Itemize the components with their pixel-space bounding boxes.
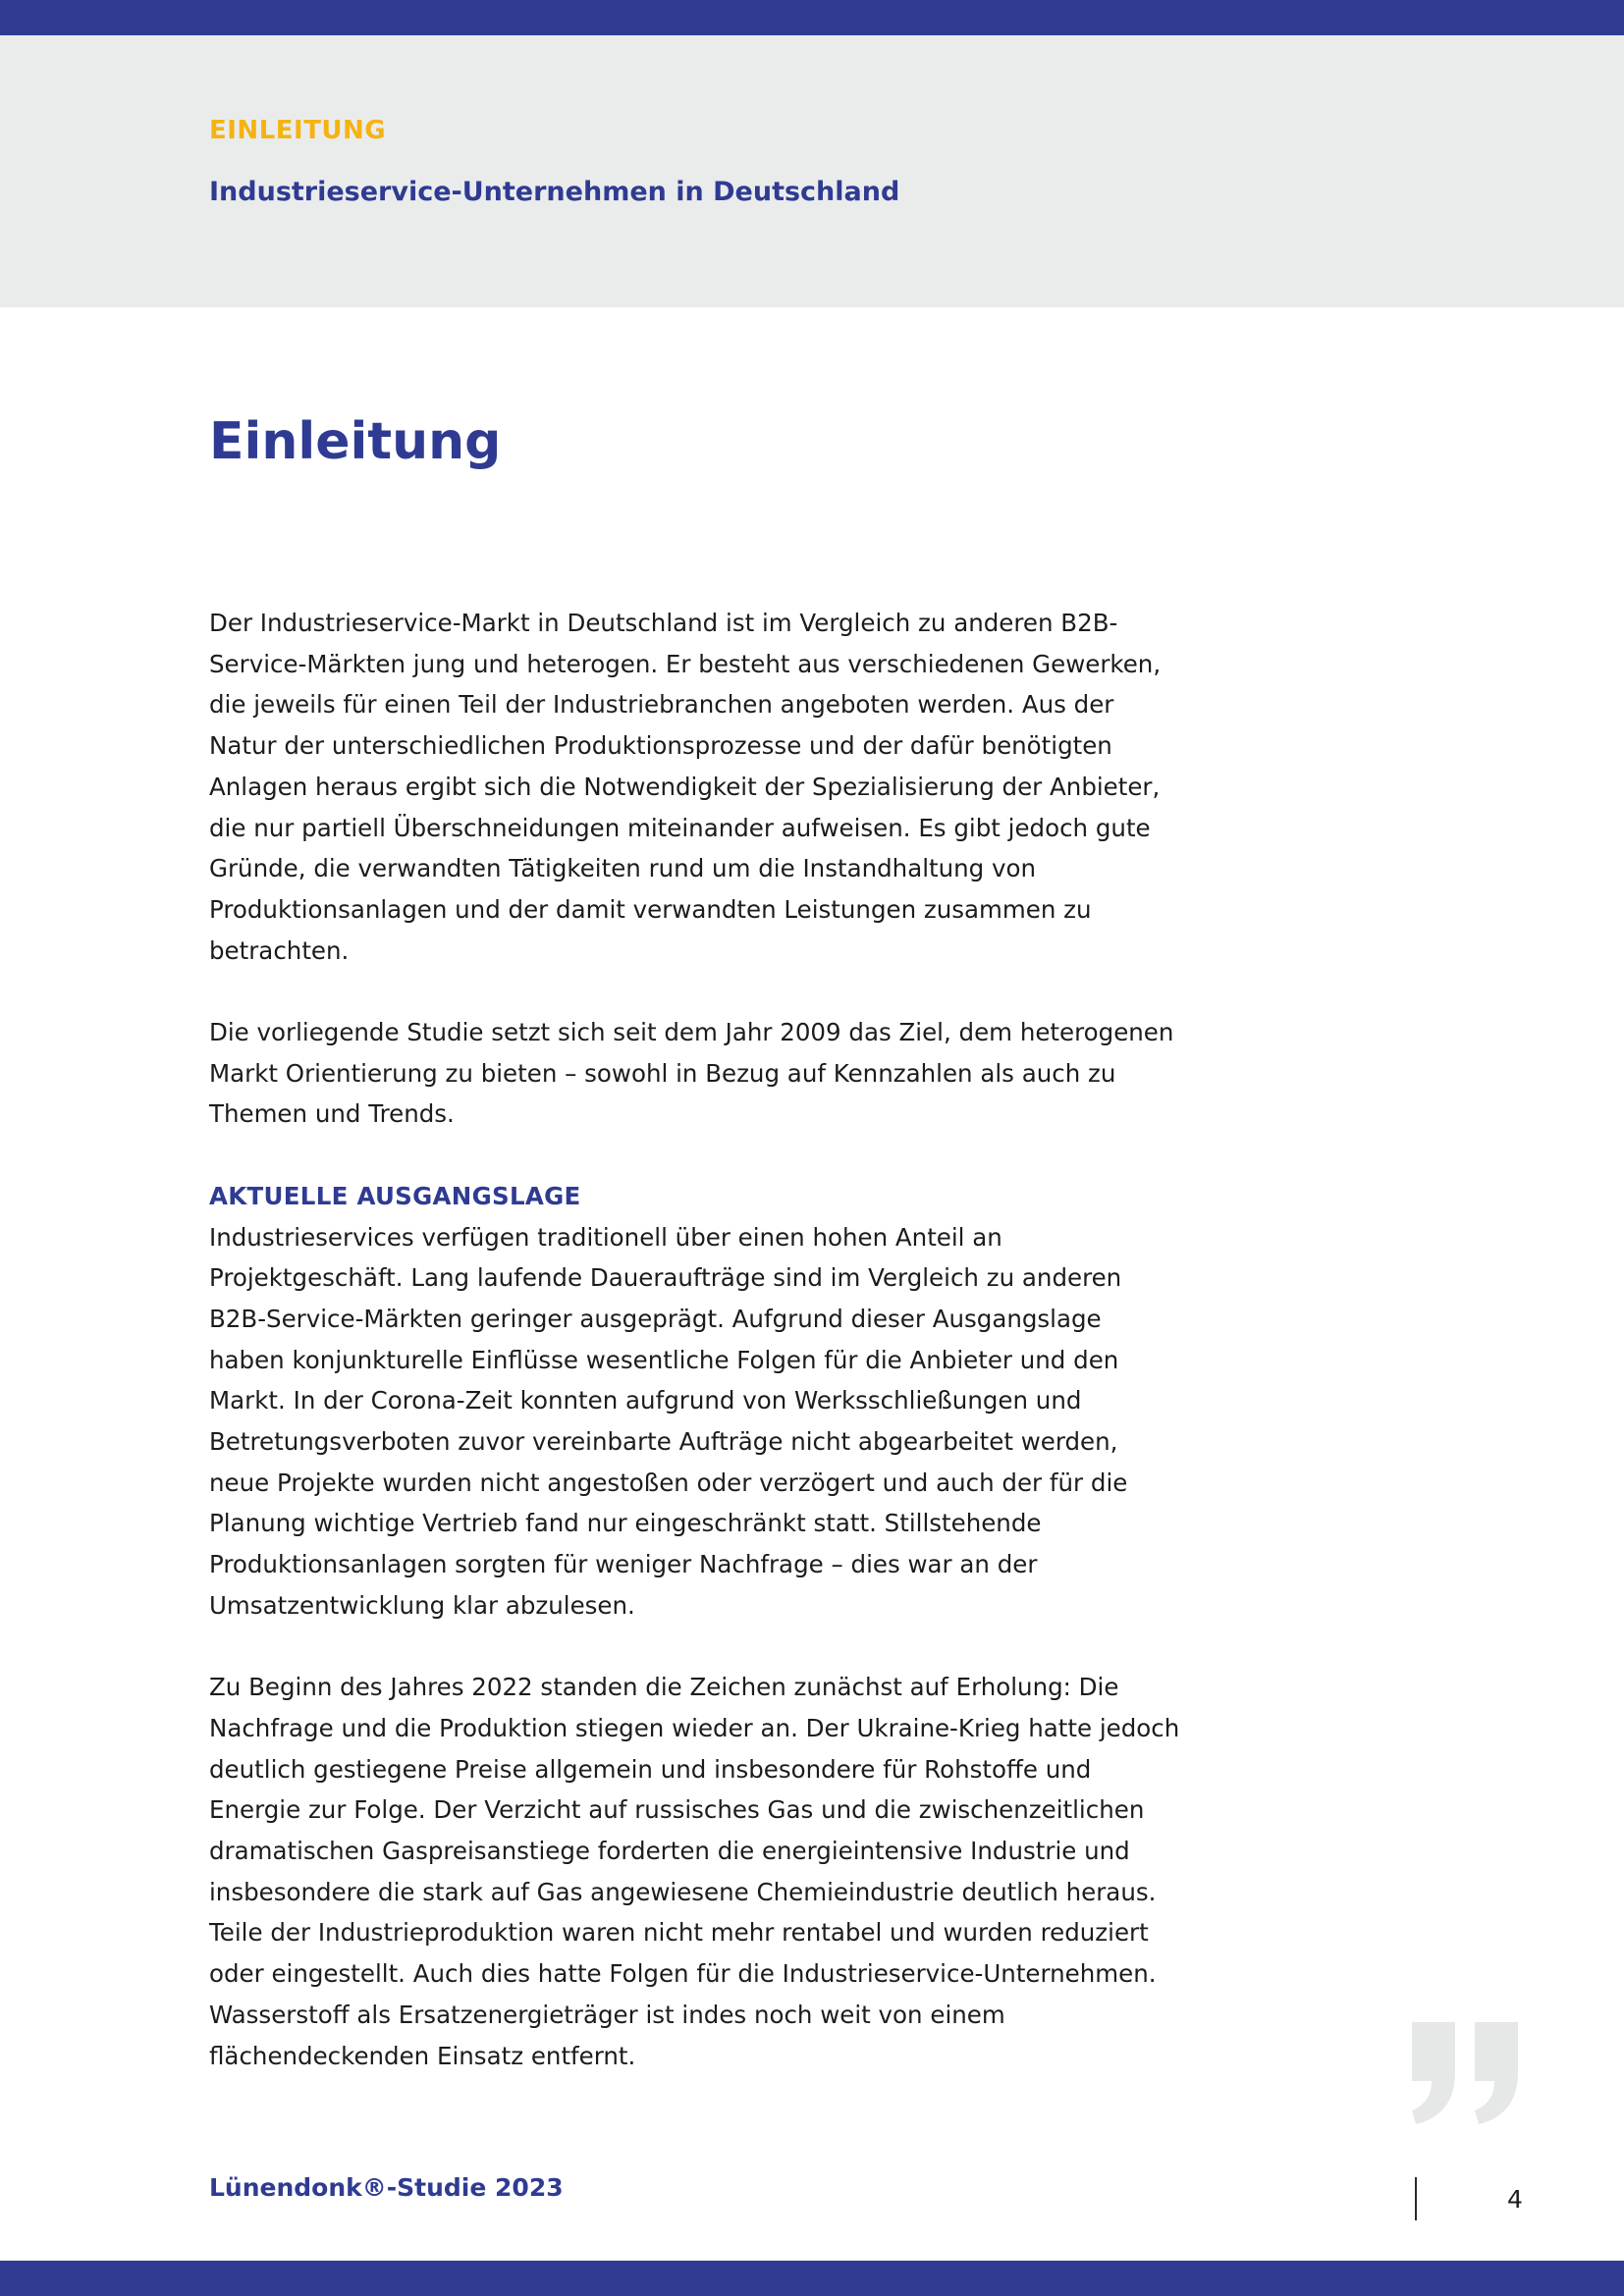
closing-quote-icon: [1410, 2022, 1524, 2126]
intro-paragraph-1: Der Industrieservice-Markt in Deutschland ist im Vergleich zu anderen B2B-Service-Märkten jung und heterogen. Er besteht aus verschiedenen Gewerken, die jeweils für einen Teil der Industriebranchen angeboten werden. Aus der Natur der unterschiedlichen Produktionsprozesse und der dafür benötigten Anlagen heraus ergibt sich die Notwendigkeit der Spezialisierung der Anbieter, die nur partiell Überschneidungen miteinander aufweisen. Es gibt jedoch gute Gründe, die verwandten Tätigkeiten rund um die Instandhaltung von Produktionsanlagen und der damit verwandten Leistungen zusammen zu betrachten.: [209, 609, 1162, 965]
intro-paragraph-2: Die vorliegende Studie setzt sich seit dem Jahr 2009 das Ziel, dem heterogenen Markt Orientierung zu bieten – sowohl in Bezug auf Kennzahlen als auch zu Themen und Trends.: [209, 1018, 1174, 1129]
section-label: EINLEITUNG: [209, 116, 387, 145]
situation-heading: AKTUELLE AUSGANGSLAGE: [209, 1181, 581, 1210]
situation-paragraph-1: Industrieservices verfügen traditionell über einen hohen Anteil an Projektgeschäft. Lang laufende Daueraufträge sind im Vergleich zu anderen B2B-Service-Märkten geringer ausgeprägt. Aufgrund dieser Ausgangslage haben konjunkturelle Einflüsse wesentliche Folgen für die Anbieter und den Markt. In der Corona-Zeit konnten aufgrund von Werksschließungen und Betretungsverboten zuvor vereinbarte Aufträge nicht abgearbeitet werden, neue Projekte wurden nicht angestoßen oder verzögert und auch der für die Planung wichtige Vertrieb fand nur eingeschränkt statt. Stillstehende Produktionsanlagen sorgten für weniger Nachfrage – dies war an der Umsatzentwicklung klar abzulesen.: [209, 1222, 1128, 1620]
bottom-bar: [0, 2261, 1624, 2296]
main-content: [209, 603, 1181, 2076]
page-number: 4: [1507, 2185, 1523, 2214]
header-subtitle: Industrieservice-Unternehmen in Deutschland: [209, 177, 900, 207]
top-bar: [0, 0, 1624, 35]
footer-study-title: Lünendonk®-Studie 2023: [209, 2173, 564, 2202]
footer-divider: [1415, 2177, 1417, 2220]
situation-paragraph-2: Zu Beginn des Jahres 2022 standen die Zeichen zunächst auf Erholung: Die Nachfrage und die Produktion stiegen wieder an. Der Ukraine-Krieg hatte jedoch deutlich gestiegene Preise allgemein und insbesondere für Rohstoffe und Energie zur Folge. Der Verzicht auf russisches Gas und die zwischenzeitlichen dramatischen Gaspreisanstiege forderten die energieintensive Industrie und insbesondere die stark auf Gas angewiesene Chemieindustrie deutlich heraus. Teile der Industrieproduktion waren nicht mehr rentabel und wurden reduziert oder eingestellt. Auch dies hatte Folgen für die Industrieservice-Unternehmen. Wasserstoff als Ersatzenergieträger ist indes noch weit von einem flächendeckenden Einsatz entfernt.: [209, 1673, 1180, 2070]
header-band: [0, 35, 1624, 307]
page-title: Einleitung: [209, 412, 502, 471]
